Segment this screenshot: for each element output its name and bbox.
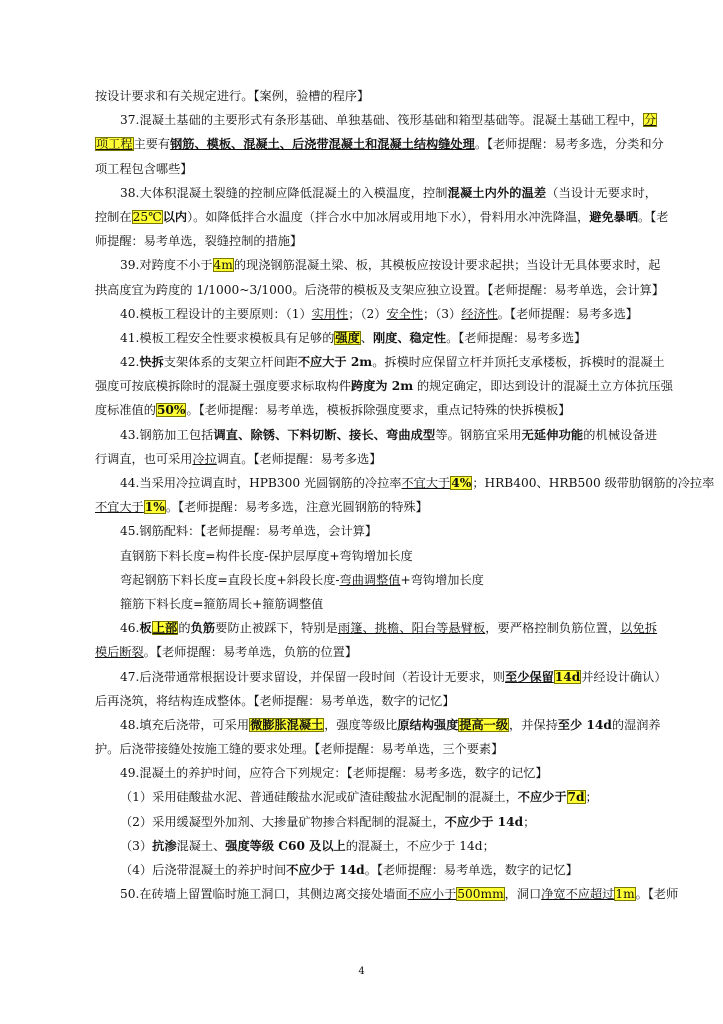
text-line: [95, 471, 715, 495]
text-line: [95, 858, 657, 882]
text-span: 抗渗: [152, 838, 177, 853]
text-span: （4）后浇带混凝土的养护时间: [120, 863, 287, 877]
page-number: 4: [358, 966, 365, 977]
text-line: [95, 253, 661, 277]
text-span: 41.模板工程安全性要求模板具有足够的: [120, 330, 335, 345]
text-span: 模后断裂: [95, 645, 144, 660]
text-span: 箍筋下料长度=箍筋周长+箍筋调整值: [120, 596, 324, 611]
text-line: [95, 785, 657, 809]
text-span: 净宽不应超过: [541, 887, 615, 902]
highlighted-text: 14d: [554, 669, 581, 684]
text-span: ；: [523, 814, 536, 829]
text-span: 不应少于 14d: [444, 814, 524, 829]
text-span: 支架体系的支架立杆间距: [163, 355, 298, 370]
text-line: [95, 157, 657, 181]
text-span: 50.在砖墙上留置临时施工洞口，其侧边离交接处墙面: [120, 887, 408, 902]
text-span: 。【老师提醒：易考多选，注意光圆钢筋的特殊】: [165, 500, 428, 515]
text-span: 39.对跨度不小于: [120, 258, 213, 273]
text-span: 不应小于: [407, 887, 457, 902]
text-span: ；HRB400、HRB500 级带肋钢筋的冷拉率: [472, 476, 715, 490]
text-span: 无延伸功能: [521, 427, 584, 442]
text-span: ，要严格控制负筋位置，: [485, 621, 621, 636]
text-span: 强度等级 C60 及以上: [225, 838, 346, 853]
text-span: 控制在: [95, 209, 132, 224]
text-span: 强度可按底模拆除时的混凝土强度要求标取构件: [95, 379, 351, 394]
text-span: 实用性: [311, 306, 349, 321]
text-span: （3）: [120, 838, 153, 853]
text-span: 的混凝土，不应少于 14d；: [345, 838, 495, 853]
text-span: 雨篷、挑檐、阳台等悬臂板: [337, 621, 486, 636]
highlighted-text: 1m: [615, 887, 635, 902]
text-span: 。【老师提醒：易考多选】: [497, 306, 638, 321]
text-span: 。【老师提醒：易考单选，模板拆除强度要求，重点记特殊的快拆模板】: [186, 403, 571, 418]
text-span: 直钢筋下料长度=构件长度-保护层厚度+弯钩增加长度: [120, 548, 413, 563]
text-span: 不应少于 14d: [286, 863, 365, 877]
text-line: [95, 423, 657, 447]
text-span: ，强度等级比: [324, 717, 398, 732]
text-span: 跨度为 2m: [350, 379, 414, 394]
text-span: ，并保持: [509, 717, 558, 732]
text-line: [95, 519, 657, 543]
text-span: 。拆模时应保留立杆并顶托支承楼板，拆模时的混凝土: [372, 355, 665, 370]
text-span: 37.混凝土基础的主要形式有条形基础、单独基础、筏形基础和箱型基础等。混凝土基础工程中，: [120, 113, 643, 128]
text-span: 的: [178, 621, 191, 636]
text-span: 拱高度宜为跨度的 1/1000~3/1000。后浇带的模板及支架应独立设置。【老师提醒：易考单选，会计算】: [95, 282, 665, 297]
highlighted-text: 强度: [335, 330, 360, 345]
text-span: 调直。【老师提醒：易考多选】: [216, 451, 382, 466]
text-span: 并经设计确认）: [581, 669, 667, 684]
text-span: 48.填充后浇带，可采用: [120, 717, 250, 732]
text-span: ，洞口: [504, 887, 542, 902]
text-span: 负筋: [190, 621, 216, 636]
text-line: [95, 447, 657, 471]
highlighted-text: 25℃: [132, 209, 162, 224]
text-span: 的机械设备进: [583, 427, 658, 442]
text-span: （当设计无要求时，: [546, 185, 657, 200]
text-line: [95, 810, 657, 834]
text-span: ；: [585, 790, 598, 805]
text-span: 。【老师提醒：易考单选，数字的记忆】: [364, 863, 578, 877]
text-span: 板: [139, 621, 152, 636]
text-span: 的湿润养: [611, 717, 661, 732]
text-span: 不应少于: [517, 790, 567, 805]
text-span: 。【老: [638, 209, 669, 224]
text-span: 至少 14d: [557, 717, 612, 732]
text-line: [95, 398, 657, 422]
text-line: [95, 737, 657, 761]
text-line: [95, 205, 669, 229]
text-line: [95, 568, 657, 592]
text-line: [95, 108, 657, 132]
highlighted-text: 微膨胀混凝土: [250, 717, 324, 732]
text-span: 。【老师提醒：易考多选】: [446, 330, 587, 345]
text-span: 师提醒：易考单选，裂缝控制的措施】: [95, 234, 303, 249]
highlighted-text: 项工程: [96, 137, 133, 152]
highlighted-text: 提高一级: [459, 717, 509, 732]
text-span: 38.大体积混凝土裂缝的控制应降低混凝土的入模温度，控制: [120, 185, 448, 200]
text-line: [95, 495, 657, 519]
text-span: 要防止被踩下，特别是: [215, 621, 338, 636]
text-span: 度标准值的: [95, 403, 156, 418]
text-line: [95, 761, 657, 785]
highlighted-text: 7d: [567, 790, 585, 805]
highlighted-text: 1%: [144, 500, 165, 515]
text-span: 弯起钢筋下料长度=直段长度+斜段长度-: [120, 572, 340, 587]
text-line: [95, 350, 665, 374]
text-span: 混凝土、: [176, 838, 226, 853]
text-span: 经济性: [461, 306, 498, 321]
text-line: [95, 592, 657, 616]
text-line: [95, 229, 657, 253]
text-span: 。【老师提醒：易考多选，分类和分: [474, 137, 664, 152]
text-span: 。【老师: [635, 887, 679, 902]
text-span: 的现浇钢筋混凝土梁、板，其模板应按设计要求起拱；当设计无具体要求时，起: [233, 258, 661, 273]
text-span: （2）采用缓凝型外加剂、大掺量矿物掺合料配制的混凝土，: [120, 814, 445, 829]
text-span: 40.模板工程设计的主要原则：（1）: [120, 306, 312, 321]
text-line: [95, 689, 657, 713]
text-span: 护。后浇带接缝处按施工缝的要求处理。【老师提醒：易考单选，三个要素】: [95, 742, 504, 757]
text-span: 弯曲调整值: [339, 572, 401, 587]
text-span: 行调直，也可采用: [95, 451, 193, 466]
text-line: [95, 616, 657, 640]
document-body: [95, 84, 715, 906]
text-span: 项工程包含哪些】: [95, 161, 193, 176]
text-span: 按设计要求和有关规定进行。【案例，验槽的程序】: [95, 89, 370, 103]
text-span: 等。钢筋宜采用: [435, 427, 522, 442]
text-span: 44.当采用冷拉调直时，HPB300 光圆钢筋的冷拉率: [120, 476, 402, 490]
text-span: 原结构强度: [397, 717, 459, 732]
text-span: 快拆: [139, 355, 164, 370]
text-line: [95, 882, 679, 906]
text-span: 主要有: [133, 137, 171, 152]
highlighted-text: 分: [643, 113, 656, 128]
text-span: 以内: [162, 209, 188, 224]
text-span: 调直、除锈、下料切断、接长、弯曲成型: [213, 427, 436, 442]
text-line: [95, 713, 661, 737]
text-line: [95, 665, 667, 689]
text-line: [95, 84, 657, 108]
text-span: 以免拆: [620, 621, 658, 636]
text-line: [95, 834, 657, 858]
text-span: ；（3）: [423, 306, 462, 321]
text-line: [95, 326, 657, 350]
highlighted-text: 上部: [152, 621, 178, 636]
text-span: 安全性: [386, 306, 424, 321]
text-span: 45.钢筋配料：【老师提醒：易考单选，会计算】: [120, 524, 378, 539]
text-line: [95, 544, 657, 568]
text-span: 不应大于 2m: [297, 355, 373, 370]
text-span: 47.后浇带通常根据设计要求留设，并保留一段时间（若设计无要求，则: [120, 669, 506, 684]
text-span: 混凝土内外的温差: [447, 185, 547, 200]
text-span: （1）采用硅酸盐水泥、普通硅酸盐水泥或矿渣硅酸盐水泥配制的混凝土，: [120, 790, 518, 805]
text-span: 钢筋、模板、混凝土、后浇带混凝土和混凝土结构缝处理: [170, 137, 475, 152]
text-span: +弯钩增加长度: [400, 572, 484, 587]
text-span: 不宜大于: [95, 500, 144, 515]
text-line: [95, 278, 665, 302]
highlighted-text: 4%: [451, 476, 472, 490]
text-span: 42.: [120, 355, 140, 370]
text-span: 43.钢筋加工包括: [120, 427, 214, 442]
text-span: 至少保留: [505, 669, 554, 684]
highlighted-text: 50%: [156, 403, 186, 418]
text-span: ）。如降低拌合水温度（拌合水中加冰屑或用地下水），骨料用水冲洗降温，: [187, 209, 590, 224]
text-span: 46.: [120, 621, 140, 636]
text-span: 的规定确定，即达到设计的混凝土立方体抗压强: [413, 379, 673, 394]
text-line: [95, 640, 657, 664]
text-line: [95, 181, 657, 205]
text-span: 49.混凝土的养护时间，应符合下列规定：【老师提醒：易考多选，数字的记忆】: [120, 766, 548, 781]
text-span: 刚度、稳定性: [372, 330, 447, 345]
text-line: [95, 132, 664, 156]
text-span: 。【老师提醒：易考单选，负筋的位置】: [143, 645, 358, 660]
text-span: 避免暴晒: [589, 209, 639, 224]
highlighted-text: 4m: [213, 258, 233, 273]
text-span: 不宜大于: [401, 476, 451, 490]
text-line: [95, 302, 657, 326]
text-line: [95, 374, 673, 398]
text-span: 后再浇筑，将结构连成整体。【老师提醒：易考单选，数字的记忆】: [95, 693, 455, 708]
text-span: 、: [360, 330, 373, 345]
text-span: ；（2）: [348, 306, 387, 321]
text-span: 冷拉: [192, 451, 217, 466]
highlighted-text: 500mm: [457, 887, 504, 902]
